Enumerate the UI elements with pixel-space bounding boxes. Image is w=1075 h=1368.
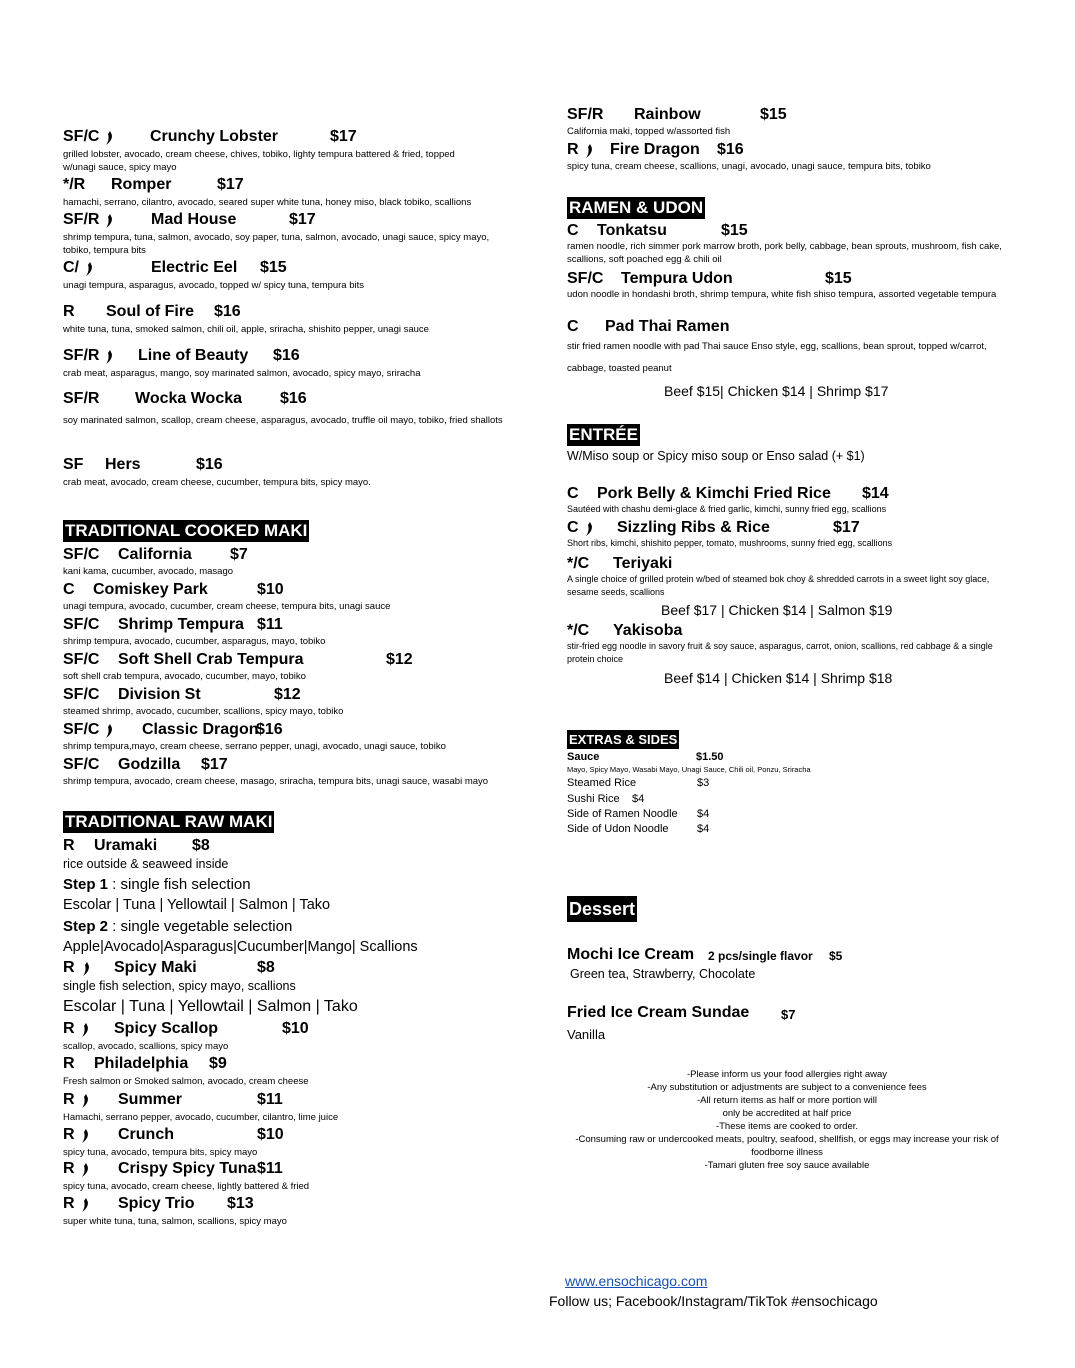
spicy-indicator	[76, 1128, 89, 1146]
chili-pepper-icon	[80, 1023, 89, 1037]
follow-us-text: Follow us; Facebook/Instagram/TikTok #ensochicago	[549, 1293, 878, 1309]
item-price: $16	[214, 303, 241, 320]
section-heading-entree: ENTRÉE	[569, 425, 638, 444]
menu-item	[63, 1055, 523, 1087]
item-code: R	[63, 1091, 75, 1108]
chili-pepper-icon	[104, 214, 113, 228]
item-name: Philadelphia	[94, 1055, 189, 1072]
menu-item	[63, 616, 523, 647]
menu-item	[567, 141, 1007, 172]
spicy-indicator	[76, 1197, 89, 1215]
item-code: R	[63, 303, 75, 320]
item-price: $17	[330, 128, 357, 145]
item-price: $16	[256, 721, 283, 738]
menu-item	[567, 555, 1007, 597]
item-description: ramen noodle, rich simmer pork marrow broth, pork belly, cabbage, bean sprouts, mushroom, fish cake, scallions, soft poached egg & chili oil	[567, 241, 1002, 265]
item-code: SF/R	[567, 106, 604, 123]
item-description: spicy tuna, avocado, cream cheese, lightly battered & fried	[63, 1181, 310, 1192]
menu-item	[63, 756, 523, 787]
item-price: $17	[217, 176, 244, 193]
menu-item	[63, 721, 523, 752]
item-price: $11	[257, 616, 283, 633]
menu-item	[63, 1020, 523, 1052]
pad-thai-protein-prices: Beef $15| Chicken $14 | Shrimp $17	[664, 383, 889, 399]
item-name: Crispy Spicy Tuna	[118, 1160, 257, 1177]
policy-note-line: -These items are cooked to order.	[715, 1121, 859, 1132]
item-code: SF/R	[63, 347, 100, 364]
item-description: hamachi, serrano, cilantro, avocado, seared super white tuna, honey miso, black tobiko, scallions	[63, 197, 472, 208]
item-description: stir-fried egg noodle in savory fruit & soy sauce, asparagus, carrot, onion, scallions, red cabbage & a single protein choice	[567, 641, 993, 664]
item-price: $11	[257, 1091, 283, 1108]
chili-pepper-icon	[104, 131, 113, 145]
chili-pepper-icon	[104, 724, 113, 738]
item-code: SF/C	[63, 128, 100, 145]
item-price: $10	[257, 1126, 284, 1143]
item-description: spicy tuna, cream cheese, scallions, unagi, avocado, unagi sauce, tempura bits, tobiko	[567, 161, 931, 172]
spicy-indicator	[580, 143, 593, 161]
menu-item	[63, 211, 513, 256]
item-name: Mad House	[151, 211, 237, 228]
side-item-price: $4	[632, 793, 645, 805]
item-description: unagi tempura, avocado, cucumber, cream cheese, tempura bits, unagi sauce	[63, 601, 391, 612]
item-description: unagi tempura, asparagus, avocado, topped w/ spicy tuna, tempura bits	[63, 280, 365, 291]
item-description: crab meat, asparagus, mango, soy marinated salmon, avocado, spicy mayo, sriracha	[63, 368, 421, 379]
menu-item	[63, 1126, 523, 1158]
item-code: C	[567, 222, 579, 239]
chili-pepper-icon	[80, 1094, 89, 1108]
item-price: $8	[192, 837, 210, 854]
section-heading-cooked-maki: TRADITIONAL COOKED MAKI	[65, 521, 308, 540]
section-heading-extras-sides: EXTRAS & SIDES	[569, 732, 678, 747]
item-code: SF	[63, 456, 84, 473]
item-price: $16	[196, 456, 223, 473]
item-code: SF/R	[63, 390, 100, 407]
item-description: shrimp tempura, tuna, salmon, avocado, soy paper, tuna, salmon, avocado, unagi sauce, spicy mayo, tobiko, tempura bits	[63, 232, 490, 256]
menu-item	[63, 1195, 523, 1227]
menu-item	[63, 456, 513, 488]
item-code: */C	[567, 622, 590, 639]
chili-pepper-icon	[81, 962, 90, 976]
item-description: shrimp tempura, avocado, cucumber, asparagus, mayo, tobiko	[63, 636, 326, 647]
policy-note-line: foodborne illness	[751, 1147, 823, 1158]
chili-pepper-icon	[84, 262, 93, 276]
item-description: crab meat, avocado, cream cheese, cucumber, tempura bits, spicy mayo.	[63, 477, 371, 488]
item-name: Shrimp Tempura	[118, 616, 244, 633]
step-1-label: Step 1	[63, 876, 109, 893]
item-name: Crunch	[118, 1126, 174, 1143]
item-description: spicy tuna, avocado, tempura bits, spicy mayo	[63, 1147, 258, 1158]
menu-item	[63, 390, 503, 426]
item-description: Hamachi, serrano pepper, avocado, cucumber, cilantro, lime juice	[63, 1112, 339, 1123]
item-name: Spicy Maki	[114, 959, 197, 976]
item-price: $15	[260, 259, 287, 276]
policy-note-line: -Consuming raw or undercooked meats, poultry, seafood, shellfish, or eggs may increase your risk of	[575, 1134, 999, 1145]
item-description: California maki, topped w/assorted fish	[567, 126, 731, 137]
menu-item	[567, 270, 1007, 300]
sauce-price: $1.50	[696, 751, 724, 763]
sauce-list: Mayo, Spicy Mayo, Wasabi Mayo, Unagi Sauce, Chili oil, Ponzu, Sriracha	[567, 765, 811, 774]
item-name: Tempura Udon	[621, 270, 733, 287]
item-name: Sizzling Ribs & Rice	[617, 519, 770, 536]
item-name: Uramaki	[94, 837, 158, 854]
item-code: C	[567, 485, 579, 502]
item-price: $17	[833, 519, 860, 536]
chili-pepper-icon	[80, 1129, 89, 1143]
item-code: SF/R	[63, 211, 100, 228]
spicy-indicator	[100, 349, 113, 367]
item-description: scallop, avocado, scallions, spicy mayo	[63, 1041, 229, 1052]
chili-pepper-icon	[584, 144, 593, 158]
item-code: C	[567, 318, 579, 335]
menu-item	[63, 259, 513, 291]
sauce-label: Sauce	[567, 751, 600, 763]
item-description: Fresh salmon or Smoked salmon, avocado, cream cheese	[63, 1076, 309, 1087]
item-description: shrimp tempura, avocado, cream cheese, masago, sriracha, tempura bits, unagi sauce, wasabi mayo	[63, 776, 489, 787]
menu-item	[63, 546, 523, 577]
item-description: Short ribs, kimchi, shishito pepper, tomato, mushrooms, sunny fried egg, scallions	[567, 538, 893, 548]
section-heading-ramen-udon: RAMEN & UDON	[569, 198, 704, 217]
item-name: Spicy Scallop	[114, 1020, 219, 1037]
mochi-name: Mochi Ice Cream	[567, 946, 695, 963]
spicy-indicator	[76, 1022, 89, 1040]
policy-note-line: -Any substitution or adjustments are subject to a convenience fees	[647, 1082, 927, 1093]
menu-item	[63, 176, 513, 208]
item-name: Soft Shell Crab Tempura	[118, 651, 304, 668]
item-price: $11	[257, 1160, 283, 1177]
item-name: Crunchy Lobster	[150, 128, 279, 145]
item-code: */R	[63, 176, 86, 193]
step-2-text: : single vegetable selection	[108, 918, 293, 935]
item-code: R	[63, 1160, 75, 1177]
item-price: $15	[721, 222, 748, 239]
side-item-price: $4	[697, 808, 710, 820]
item-name: Soul of Fire	[106, 303, 194, 320]
chili-pepper-icon	[80, 1198, 89, 1212]
item-subtitle: rice outside & seaweed inside	[63, 857, 229, 871]
fried-ice-cream-flavor: Vanilla	[567, 1027, 606, 1042]
item-description: grilled lobster, avocado, cream cheese, chives, tobiko, lighty tempura battered & fried, topped w/unagi sauce, spicy mayo	[63, 149, 455, 173]
menu-item	[567, 222, 1007, 265]
menu-item	[567, 106, 1007, 137]
menu-item	[63, 128, 483, 173]
step-1-text: : single fish selection	[108, 876, 251, 893]
item-description: stir fried ramen noodle with pad Thai sauce Enso style, egg, scallions, bean sprout, topped w/carrot, cabbage, toasted peanut	[567, 341, 987, 374]
menu-item	[567, 519, 1007, 548]
item-name: Teriyaki	[613, 555, 673, 572]
item-name: Electric Eel	[151, 259, 238, 276]
item-name: Tonkatsu	[597, 222, 667, 239]
policy-note-line: -Tamari gluten free soy sauce available	[704, 1160, 870, 1171]
item-description: Sautéed with chashu demi-glace & fried garlic, kimchi, sunny fried egg, scallions	[567, 504, 887, 514]
item-code: R	[567, 141, 579, 158]
item-name: California	[118, 546, 192, 563]
item-price: $17	[289, 211, 316, 228]
item-name: Fire Dragon	[610, 141, 700, 158]
chili-pepper-icon	[104, 350, 113, 364]
item-description: kani kama, cucumber, avocado, masago	[63, 566, 234, 577]
item-name: Wocka Wocka	[135, 390, 243, 407]
step-1-options: Escolar | Tuna | Yellowtail | Salmon | Tako	[63, 897, 331, 913]
menu-item	[63, 303, 513, 335]
menu-item	[63, 1160, 523, 1192]
item-name: Yakisoba	[613, 622, 683, 639]
item-price: $10	[282, 1020, 309, 1037]
item-description: steamed shrimp, avocado, cucumber, scallions, spicy mayo, tobiko	[63, 706, 344, 717]
step-2-label: Step 2	[63, 918, 109, 935]
fried-ice-cream-price: $7	[781, 1007, 796, 1022]
item-code: R	[63, 1126, 75, 1143]
chili-pepper-icon	[584, 522, 593, 536]
policy-note-line: only be accredited at half price	[722, 1108, 852, 1119]
item-code: R	[63, 959, 75, 976]
step-1-line	[63, 876, 251, 893]
side-item-label: Side of Udon Noodle	[567, 823, 669, 835]
item-price: $16	[717, 141, 744, 158]
item-code: C/	[63, 259, 79, 276]
menu-item	[63, 651, 523, 682]
item-description: soft shell crab tempura, avocado, cucumber, mayo, tobiko	[63, 671, 306, 682]
step-2-line	[63, 918, 292, 935]
item-code: SF/C	[63, 721, 100, 738]
item-price: $15	[760, 106, 787, 123]
policy-note-line: -All return items as half or more portion will	[696, 1095, 878, 1106]
item-code: R	[63, 1020, 75, 1037]
menu-item	[63, 1091, 523, 1123]
item-code: SF/C	[63, 546, 100, 563]
mochi-price: $5	[829, 949, 843, 963]
item-price: $14	[862, 485, 889, 502]
item-price: $8	[257, 959, 275, 976]
side-item-label: Sushi Rice	[567, 793, 620, 805]
menu-item	[567, 318, 1007, 374]
policy-notes	[567, 1068, 1007, 1172]
spicy-indicator	[100, 723, 113, 741]
side-item-label: Side of Ramen Noodle	[567, 808, 678, 820]
item-description: soy marinated salmon, scallop, cream cheese, asparagus, avocado, truffle oil mayo, tobiko, fried shallots	[63, 415, 503, 426]
item-description: white tuna, tuna, smoked salmon, chili oil, apple, sriracha, shishito pepper, unagi sauce	[63, 324, 429, 335]
menu-item	[63, 686, 523, 717]
step-2-options: Apple|Avocado|Asparagus|Cucumber|Mango| Scallions	[63, 939, 418, 955]
item-price: $10	[257, 581, 284, 598]
spicy-indicator	[80, 261, 93, 279]
item-name: Comiskey Park	[93, 581, 208, 598]
spicy-indicator	[76, 1162, 89, 1180]
spicy-indicator	[76, 1093, 89, 1111]
item-name: Hers	[105, 456, 141, 473]
side-item-price: $4	[697, 823, 710, 835]
item-name: Pork Belly & Kimchi Fried Rice	[597, 485, 831, 502]
item-price: $12	[386, 651, 413, 668]
side-item-price: $3	[697, 777, 710, 789]
item-price: $16	[273, 347, 300, 364]
item-description: A single choice of grilled protein w/bed of steamed bok choy & shredded carrots in a sweet light soy glace, sesame seeds, scallions	[567, 574, 990, 597]
item-code: */C	[567, 555, 590, 572]
item-name: Romper	[111, 176, 172, 193]
item-price: $17	[201, 756, 228, 773]
fried-ice-cream-name: Fried Ice Cream Sundae	[567, 1004, 750, 1021]
item-description: shrimp tempura,mayo, cream cheese, serrano pepper, unagi, avocado, unagi sauce, tobiko	[63, 741, 446, 752]
item-code: SF/C	[63, 756, 100, 773]
menu-item	[567, 485, 1007, 514]
item-subtitle: single fish selection, spicy mayo, scallions	[63, 979, 296, 993]
item-code: SF/C	[63, 686, 100, 703]
item-name: Spicy Trio	[118, 1195, 195, 1212]
item-name: Summer	[118, 1091, 183, 1108]
side-item-label: Steamed Rice	[567, 777, 637, 789]
spicy-indicator	[77, 961, 90, 979]
item-code: SF/C	[63, 651, 100, 668]
fish-options: Escolar | Tuna | Yellowtail | Salmon | Tako	[63, 998, 358, 1015]
item-description: super white tuna, tuna, salmon, scallions, spicy mayo	[63, 1216, 287, 1227]
spicy-indicator	[100, 130, 113, 148]
item-code: R	[63, 1195, 75, 1212]
yakisoba-protein-prices: Beef $14 | Chicken $14 | Shrimp $18	[664, 670, 893, 686]
item-name: Line of Beauty	[138, 347, 249, 364]
item-description: udon noodle in hondashi broth, shrimp tempura, white fish shiso tempura, assorted vegetable tempura	[567, 289, 997, 300]
menu-item	[63, 581, 523, 612]
item-code: R	[63, 1055, 75, 1072]
item-name: Division St	[118, 686, 201, 703]
item-name: Godzilla	[118, 756, 181, 773]
item-code: C	[567, 519, 579, 536]
item-name: Classic Dragon	[142, 721, 259, 738]
item-code: SF/C	[63, 616, 100, 633]
item-price: $16	[280, 390, 307, 407]
entree-subtitle: W/Miso soup or Spicy miso soup or Enso salad (+ $1)	[567, 449, 865, 463]
item-code: R	[63, 837, 75, 854]
menu-item	[63, 347, 513, 379]
item-price: $15	[825, 270, 852, 287]
item-code: SF/C	[567, 270, 604, 287]
item-price: $13	[227, 1195, 254, 1212]
section-heading-dessert: Dessert	[567, 896, 637, 922]
menu-item	[567, 622, 1007, 664]
mochi-flavors: Green tea, Strawberry, Chocolate	[570, 967, 756, 981]
policy-note-line: -Please inform us your food allergies right away	[686, 1069, 888, 1080]
item-price: $7	[230, 546, 248, 563]
item-code: C	[63, 581, 75, 598]
item-name: Pad Thai Ramen	[605, 318, 730, 335]
item-name: Rainbow	[634, 106, 701, 123]
chili-pepper-icon	[80, 1163, 89, 1177]
item-price: $12	[274, 686, 301, 703]
spicy-indicator	[100, 213, 113, 231]
mochi-note: 2 pcs/single flavor	[708, 949, 813, 963]
item-price: $9	[209, 1055, 227, 1072]
section-heading-raw-maki: TRADITIONAL RAW MAKI	[65, 812, 273, 831]
teriyaki-protein-prices: Beef $17 | Chicken $14 | Salmon $19	[661, 602, 893, 618]
website-link[interactable]: www.ensochicago.com	[565, 1273, 708, 1289]
